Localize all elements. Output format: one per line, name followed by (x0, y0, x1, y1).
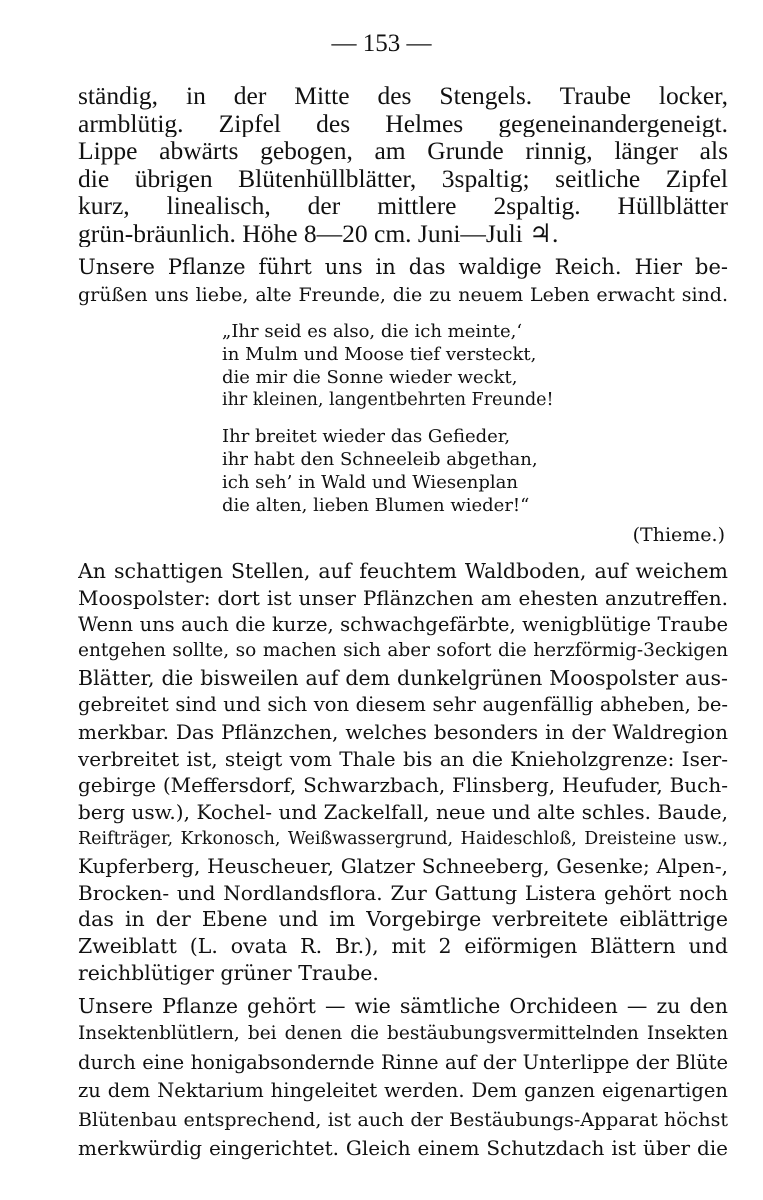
poem-line: ihr habt den Schneeleib abgethan, (222, 449, 538, 470)
text-line: Zweiblatt (L. ovata R. Br.), mit 2 eiförmigen Blättern und (78, 934, 728, 959)
poem-attribution: (Thieme.) (632, 524, 725, 546)
species-description (78, 82, 728, 247)
text-line: merkwürdig eingerichtet. Gleich einem Schutzdach ist über die (78, 1136, 728, 1161)
text-line: Insektenblütlern, bei denen die bestäubungsvermittelnden Insekten (78, 1023, 728, 1045)
text-line: verbreitet ist, steigt vom Thale bis an die Knieholzgrenze: Iser- (78, 746, 728, 771)
text-line: Reifträger, Krkonosch, Weißwassergrund, Haideschloß, Dreisteine usw., (78, 828, 728, 849)
text-line: reichblütiger grüner Traube. (78, 960, 379, 985)
poem-line: die mir die Sonne wieder weckt, (222, 367, 518, 388)
poem-line: ihr kleinen, langentbehrten Freunde! (222, 390, 554, 410)
poem-line: „Ihr seid es also, die ich meinte,‘ (222, 321, 523, 342)
page-number: — 153 — (331, 30, 432, 57)
text-line: Lippe abwärts gebogen, am Grunde rinnig, länger als (78, 137, 728, 165)
text-line: merkbar. Das Pflänzchen, welches besonders in der Waldregion (78, 719, 728, 744)
poem-line: Ihr breitet wieder das Gefieder, (222, 426, 511, 447)
text-line: durch eine honigabsondernde Rinne auf der Unterlippe der Blüte (78, 1050, 728, 1074)
text-line: gebreitet sind und sich von diesem sehr augenfällig abheben, be- (78, 692, 728, 716)
text-line: grüßen uns liebe, alte Freunde, die zu neuem Leben erwacht sind. (78, 284, 728, 306)
text-line: Blätter, die bisweilen auf dem dunkelgrünen Moospolster aus- (78, 666, 728, 691)
text-line: zu dem Nektarium hingeleitet werden. Dem ganzen eigenartigen (78, 1079, 728, 1103)
poem-line: die alten, lieben Blumen wieder!“ (222, 495, 530, 516)
pollination-paragraph (78, 992, 728, 1162)
habitat-paragraph (78, 558, 728, 987)
text-line: gebirge (Meffersdorf, Schwarzbach, Flinsberg, Heufuder, Buch- (78, 773, 728, 798)
poem-stanza (222, 425, 562, 517)
text-line: armblütig. Zipfel des Helmes gegeneinandergeneigt. (78, 109, 728, 137)
text-line: Blütenbau entsprechend, ist auch der Bestäubungs-Apparat höchst (78, 1108, 728, 1131)
text-line: grün-bräunlich. Höhe 8—20 cm. Juni—Juli ♃. (78, 219, 559, 247)
poem-line: in Mulm und Moose tief versteckt, (222, 344, 537, 365)
text-line: Brocken- und Nordlandsflora. Zur Gattung Listera gehört noch (78, 880, 728, 905)
text-line: ständig, in der Mitte des Stengels. Traube locker, (78, 82, 728, 110)
poem-stanza (222, 320, 562, 412)
text-line: berg usw.), Kochel- und Zackelfall, neue und alte schles. Baude, (78, 800, 728, 825)
text-line: kurz, linealisch, der mittlere 2spaltig. Hüllblätter (78, 192, 728, 220)
text-line: entgehen sollte, so machen sich aber sofort die herzförmig-3eckigen (78, 640, 728, 662)
intro-paragraph (78, 253, 728, 309)
text-line: das in der Ebene und im Vorgebirge verbreitete eiblättrige (78, 907, 728, 932)
poem-line: ich seh’ in Wald und Wiesenplan (222, 472, 518, 493)
text-line: An schattigen Stellen, auf feuchtem Waldboden, auf weichem (78, 559, 728, 583)
text-line: Wenn uns auch die kurze, schwachgefärbte, wenigblütige Traube (78, 612, 728, 636)
poem (222, 320, 562, 517)
text-line: Moospolster: dort ist unser Pflänzchen am ehesten anzutreffen. (78, 585, 728, 610)
text-line: Unsere Pflanze gehört — wie sämtliche Orchideen — zu den (78, 994, 728, 1018)
text-line: Unsere Pflanze führt uns in das waldige Reich. Hier be- (78, 255, 728, 279)
text-line: Kupferberg, Heuscheuer, Glatzer Schneeberg, Gesenke; Alpen-, (78, 853, 728, 878)
text-line: die übrigen Blütenhüllblätter, 3spaltig; seitliche Zipfel (78, 164, 728, 192)
